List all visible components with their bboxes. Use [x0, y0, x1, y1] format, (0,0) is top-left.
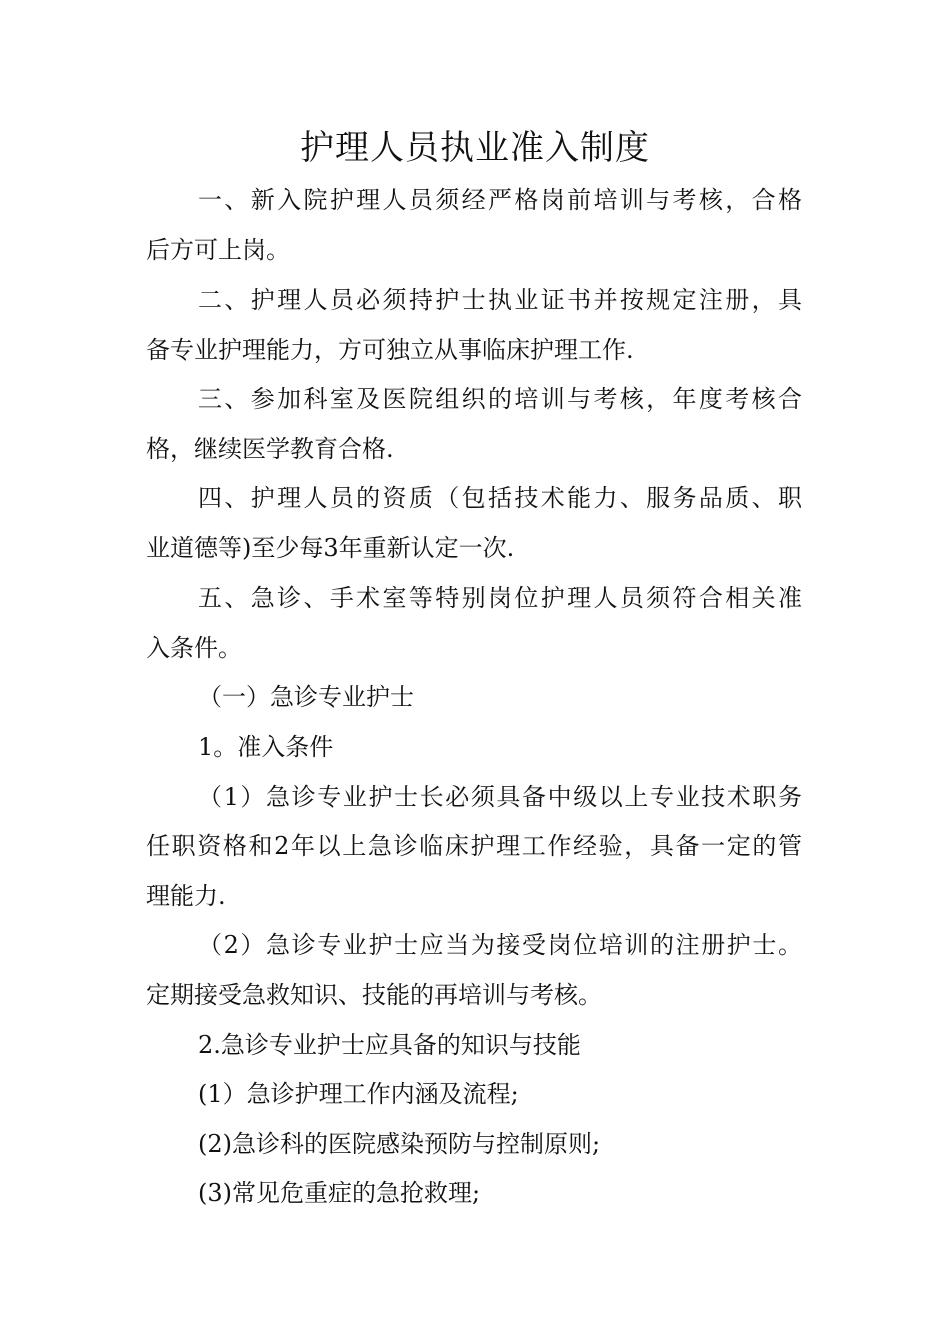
subheading-entry-conditions: 1。准入条件: [198, 733, 334, 761]
paragraph-1-line-1: 一、新入院护理人员须经严格岗前培训与考核，合格: [198, 186, 802, 214]
document-title: 护理人员执业准入制度: [300, 128, 650, 168]
paragraph-5-line-1: 五、急诊、手术室等特别岗位护理人员须符合相关准: [198, 584, 802, 612]
paragraph-3-line-1: 三、参加科室及医院组织的培训与考核，年度考核合: [198, 385, 802, 413]
paragraph-4-line-1: 四、护理人员的资质（包括技术能力、服务品质、职: [198, 484, 802, 512]
section-heading-emergency-nurse: （一）急诊专业护士: [198, 683, 414, 711]
paragraph-5-line-2: 入条件。: [146, 634, 242, 662]
condition-1-line-1: （1）急诊专业护士长必须具备中级以上专业技术职务: [198, 783, 802, 811]
condition-1-line-2: 任职资格和2年以上急诊临床护理工作经验，具备一定的管: [146, 832, 802, 860]
paragraph-3-line-2: 格，继续医学教育合格.: [146, 435, 394, 463]
paragraph-1-line-2: 后方可上岗。: [146, 236, 290, 264]
paragraph-2-line-2: 备专业护理能力，方可独立从事临床护理工作.: [146, 336, 634, 364]
paragraph-2-line-1: 二、护理人员必须持护士执业证书并按规定注册，具: [198, 286, 802, 314]
skill-item-3: (3)常见危重症的急抢救理;: [198, 1179, 481, 1207]
condition-1-line-3: 理能力.: [146, 882, 226, 910]
skill-item-1: (1）急诊护理工作内涵及流程;: [198, 1080, 519, 1108]
condition-2-line-2: 定期接受急救知识、技能的再培训与考核。: [146, 981, 602, 1009]
condition-2-line-1: （2）急诊专业护士应当为接受岗位培训的注册护士。: [198, 931, 802, 959]
paragraph-4-line-2: 业道德等)至少每3年重新认定一次.: [146, 534, 515, 562]
subheading-knowledge-skills: 2.急诊专业护士应具备的知识与技能: [198, 1031, 581, 1059]
skill-item-2: (2)急诊科的医院感染预防与控制原则;: [198, 1130, 601, 1158]
